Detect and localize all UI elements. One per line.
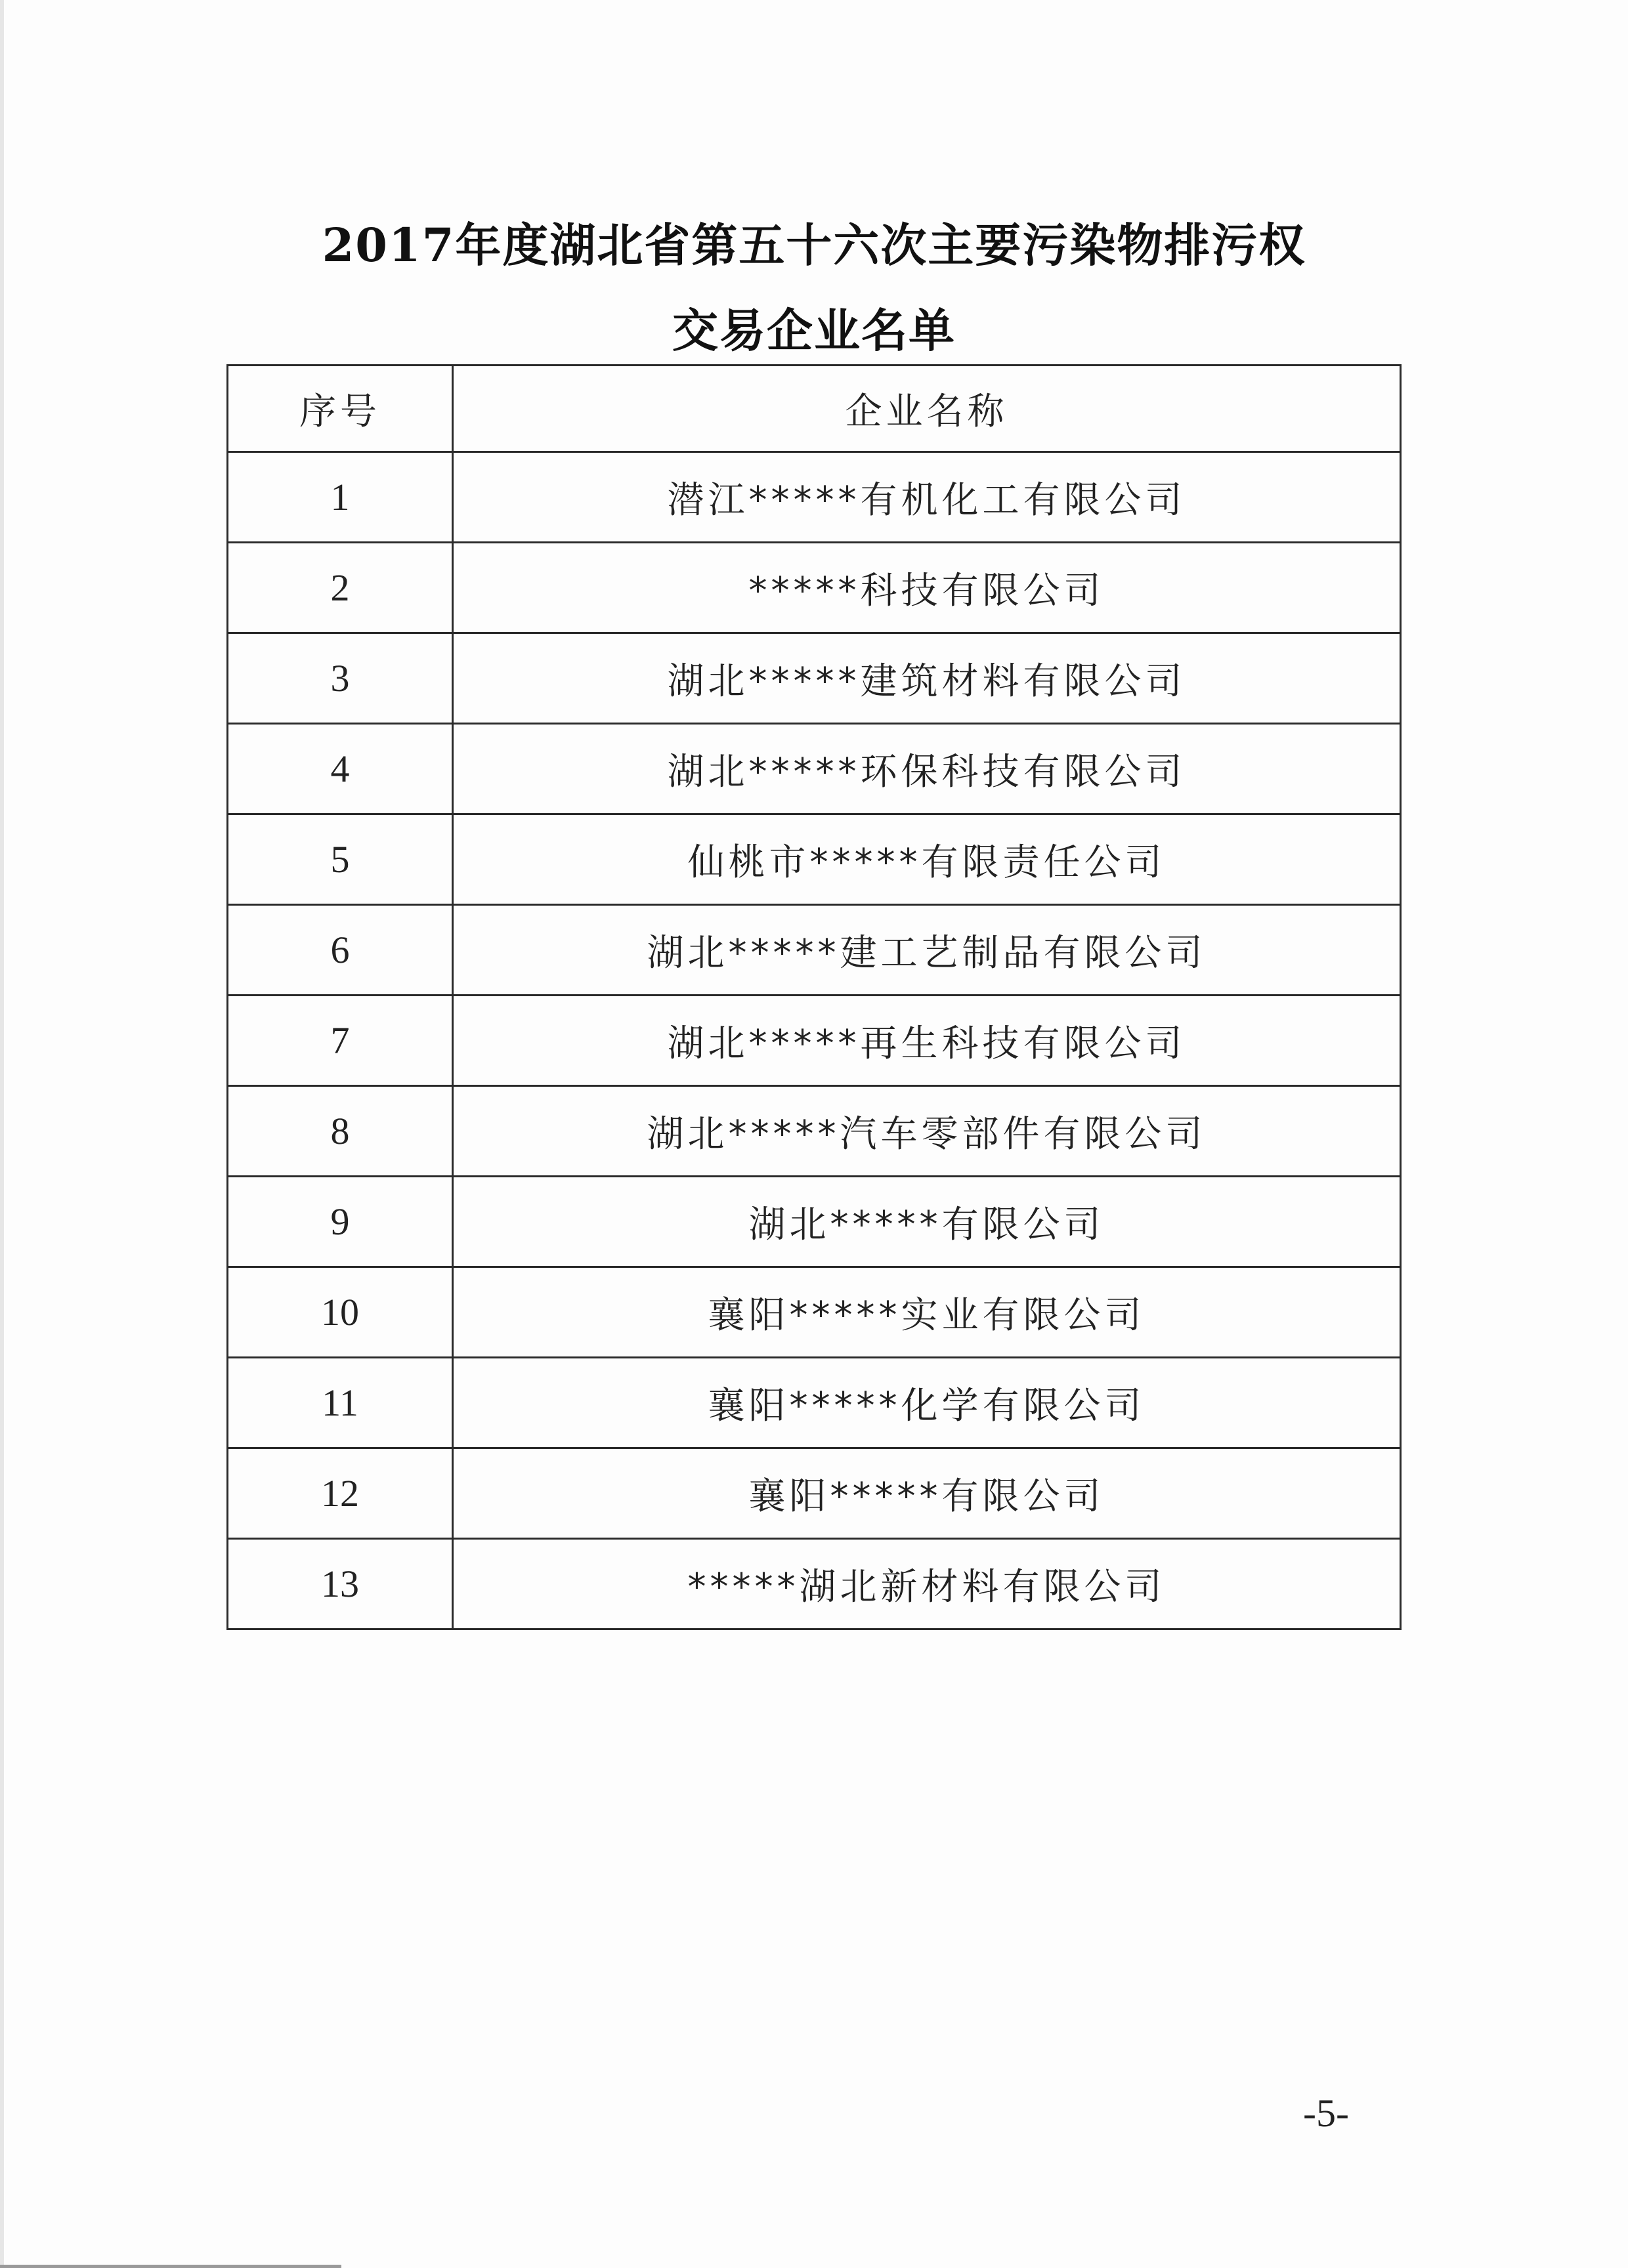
row-company-name-cell: 襄阳*****有限公司 [453,1448,1401,1539]
table-row [228,1448,1401,1539]
row-index-cell: 11 [228,1358,453,1448]
header-index: 序号 [228,366,453,452]
table-row [228,1177,1401,1267]
row-company-name-cell: 湖北*****再生科技有限公司 [453,996,1401,1086]
scan-bottom-edge [0,2265,341,2268]
row-index-cell: 1 [228,452,453,543]
row-index-cell: 2 [228,543,453,633]
document-title-line-2: 交易企业名单 [672,303,956,358]
row-index-cell: 8 [228,1086,453,1177]
header-company-name: 企业名称 [453,366,1401,452]
row-index-cell: 4 [228,724,453,814]
table-row [228,814,1401,905]
page-number: -5- [1303,2091,1349,2135]
row-company-name-cell: *****湖北新材料有限公司 [453,1539,1401,1629]
row-company-name-cell: 仙桃市*****有限责任公司 [453,814,1401,905]
table-row [228,996,1401,1086]
row-company-name-cell: 湖北*****建工艺制品有限公司 [453,905,1401,996]
row-index-cell: 13 [228,1539,453,1629]
row-company-name-cell: 湖北*****有限公司 [453,1177,1401,1267]
row-index-cell: 10 [228,1267,453,1358]
table-row [228,1267,1401,1358]
row-index-cell: 7 [228,996,453,1086]
row-company-name-cell: 湖北*****汽车零部件有限公司 [453,1086,1401,1177]
table-row [228,1086,1401,1177]
row-company-name-cell: 湖北*****环保科技有限公司 [453,724,1401,814]
table-row [228,633,1401,724]
table-row [228,1539,1401,1629]
row-company-name-cell: 湖北*****建筑材料有限公司 [453,633,1401,724]
row-company-name-cell: 襄阳*****化学有限公司 [453,1358,1401,1448]
row-index-cell: 6 [228,905,453,996]
row-company-name-cell: 潜江*****有机化工有限公司 [453,452,1401,543]
table-row [228,724,1401,814]
table-header-row [228,366,1401,452]
row-index-cell: 3 [228,633,453,724]
company-list-table [226,364,1402,1630]
table-row [228,543,1401,633]
row-index-cell: 9 [228,1177,453,1267]
table-row [228,1358,1401,1448]
row-index-cell: 5 [228,814,453,905]
document-title-line-1: 2017年度湖北省第五十六次主要污染物排污权 [322,218,1306,272]
table-row [228,452,1401,543]
row-index-cell: 12 [228,1448,453,1539]
table-row [228,905,1401,996]
row-company-name-cell: 襄阳*****实业有限公司 [453,1267,1401,1358]
row-company-name-cell: *****科技有限公司 [453,543,1401,633]
table-body [228,452,1401,1629]
